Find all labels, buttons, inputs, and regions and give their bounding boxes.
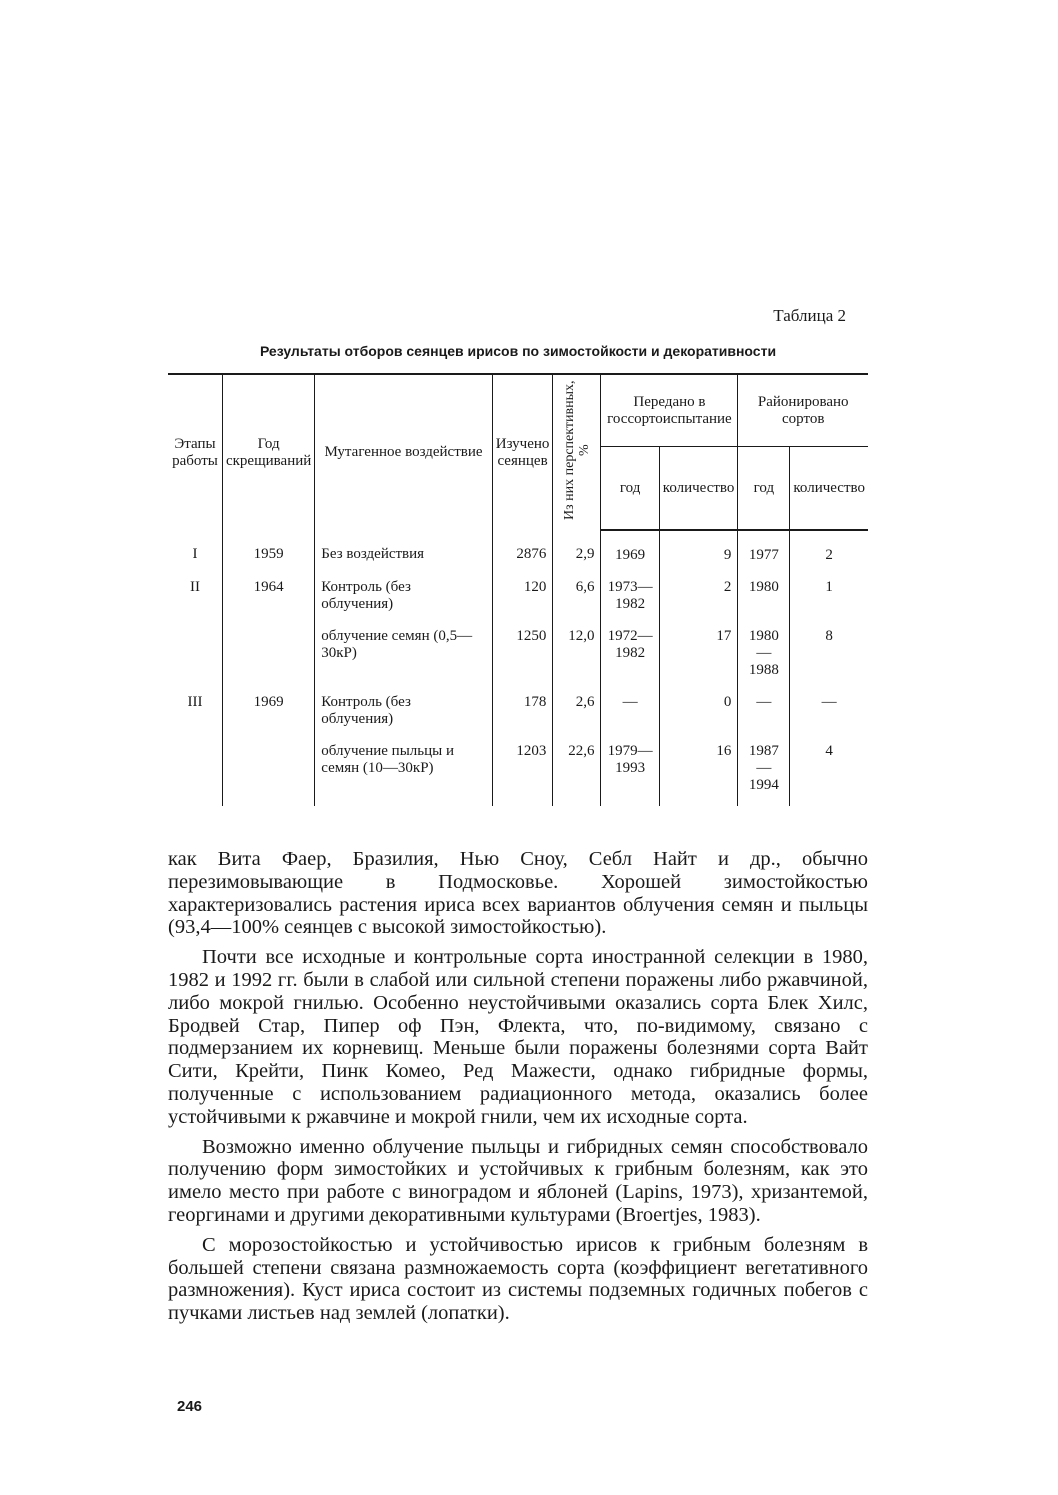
cell-transferred-year: 1972—1982 (601, 625, 659, 691)
cell-transferred-count: 9 (659, 530, 738, 576)
cell-stage: I (192, 546, 198, 562)
cell-mutagen: Контроль (без облучения) (315, 576, 492, 625)
cell-percent: 22,6 (553, 740, 601, 806)
cell-mutagen: облучение семян (0,5—30кР) (315, 625, 492, 691)
cell-stage (168, 740, 222, 806)
cell-transferred-year: 1969 (601, 530, 659, 576)
cell-mutagen: Без воздействия (315, 530, 492, 576)
cell-year (222, 625, 314, 691)
cell-year: 1969 (222, 691, 314, 740)
paragraph: Возможно именно облучение пыльцы и гибридных семян способствовало получению форм зимостойких и устойчивых к грибным болезням, как это имело место при работе с виноградом и яблоней (Lapins, 1973), хризантемой, георгинами и другими декоративными культурами (Broertjes, 1983). (168, 1135, 868, 1226)
header-promising (553, 374, 601, 530)
cell-studied: 2876 (492, 530, 553, 576)
cell-mutagen: облучение пыльцы и семян (10—30кР) (315, 740, 492, 806)
cell-zoned-count: — (790, 691, 868, 740)
cell-studied: 1203 (492, 740, 553, 806)
table-row (168, 625, 868, 691)
cell-percent: 2,6 (553, 691, 601, 740)
paragraph: как Вита Фаер, Бразилия, Нью Сноу, Себл Найт и др., обычно перезимовывающие в Подмосковье. Хорошей зимостойкостью характеризовались растения ириса всех вариантов облучения семян и пыльцы (93,4—100% сеянцев с высокой зимостойкостью). (168, 848, 868, 939)
cell-zoned-year: 1980 (738, 576, 790, 625)
header-stages: Этапы работы (168, 374, 222, 530)
cell-transferred-count: 17 (659, 625, 738, 691)
header-promising-text: Из них перспективных, % (561, 380, 592, 520)
cell-zoned-count: 2 (790, 530, 868, 576)
table-title: Результаты отборов сеянцев ирисов по зимостойкости и декоративности (259, 343, 777, 359)
paragraph: С морозостойкостью и устойчивостью ирисов к грибным болезням в большей степени связана размножаемость сорта (коэффициент вегетативного размножения). Куст ириса состоит из системы подземных годичных побегов с пучками листьев над землей (лопатки). (168, 1233, 868, 1325)
cell-studied: 178 (492, 691, 553, 740)
cell-zoned-count: 1 (790, 576, 868, 625)
header-mutagen: Мутагенное воздействие (315, 374, 492, 530)
cell-stage: II (189, 579, 200, 595)
cell-year: 1964 (222, 576, 314, 625)
cell-transferred-count: 0 (659, 691, 738, 740)
cell-transferred-year: 1973—1982 (601, 576, 659, 625)
cell-studied: 1250 (492, 625, 553, 691)
table-row (168, 576, 868, 625)
paragraph: Почти все исходные и контрольные сорта иностранной селекции в 1980, 1982 и 1992 гг. были в слабой или сильной степени поражены либо ржавчиной, либо мокрой гнилью. Особенно неустойчивыми оказались сорта Блек Хилс, Бродвей Стар, Пипер оф Пэн, Флекта, что, по-видимому, связано с подмерзанием их корневищ. Меньше были поражены болезнями сорта Вайт Сити, Крейти, Пинк Комео, Ред Мажести, однако гибридные формы, полученные с использованием радиационного метода, оказались более устойчивыми к ржавчине и мокрой гнили, чем их исходные сорта. (168, 946, 868, 1128)
cell-percent: 2,9 (553, 530, 601, 576)
cell-zoned-year: 1980—1988 (738, 625, 790, 691)
cell-transferred-year: 1979—1993 (601, 740, 659, 806)
cell-zoned-year: — (738, 691, 790, 740)
body-text (168, 848, 868, 1332)
cell-year: 1959 (222, 530, 314, 576)
page-number: 246 (177, 1398, 203, 1415)
cell-transferred-year: — (601, 691, 659, 740)
cell-zoned-year: 1987—1994 (738, 740, 790, 806)
table-row (168, 530, 868, 576)
header-transferred: Передано в госсортоиспытание (601, 374, 738, 447)
cell-mutagen: Контроль (без облучения) (315, 691, 492, 740)
cell-stage (168, 625, 222, 691)
cell-zoned-count: 4 (790, 740, 868, 806)
header-transferred-count: количество (659, 447, 738, 530)
cell-transferred-count: 2 (659, 576, 738, 625)
results-table (168, 373, 868, 806)
header-year: Год скрещиваний (222, 374, 314, 530)
header-zoned-year: год (738, 447, 790, 530)
cell-stage: III (187, 694, 203, 710)
header-studied: Изучено сеянцев (492, 374, 553, 530)
table-label: Таблица 2 (773, 306, 846, 325)
cell-zoned-count: 8 (790, 625, 868, 691)
cell-zoned-year: 1977 (738, 530, 790, 576)
header-zoned: Районировано сортов (738, 374, 868, 447)
header-zoned-count: количество (790, 447, 868, 530)
table-row (168, 740, 868, 806)
cell-year (222, 740, 314, 806)
cell-studied: 120 (492, 576, 553, 625)
table-row (168, 691, 868, 740)
cell-percent: 6,6 (553, 576, 601, 625)
cell-percent: 12,0 (553, 625, 601, 691)
header-transferred-year: год (601, 447, 659, 530)
cell-transferred-count: 16 (659, 740, 738, 806)
